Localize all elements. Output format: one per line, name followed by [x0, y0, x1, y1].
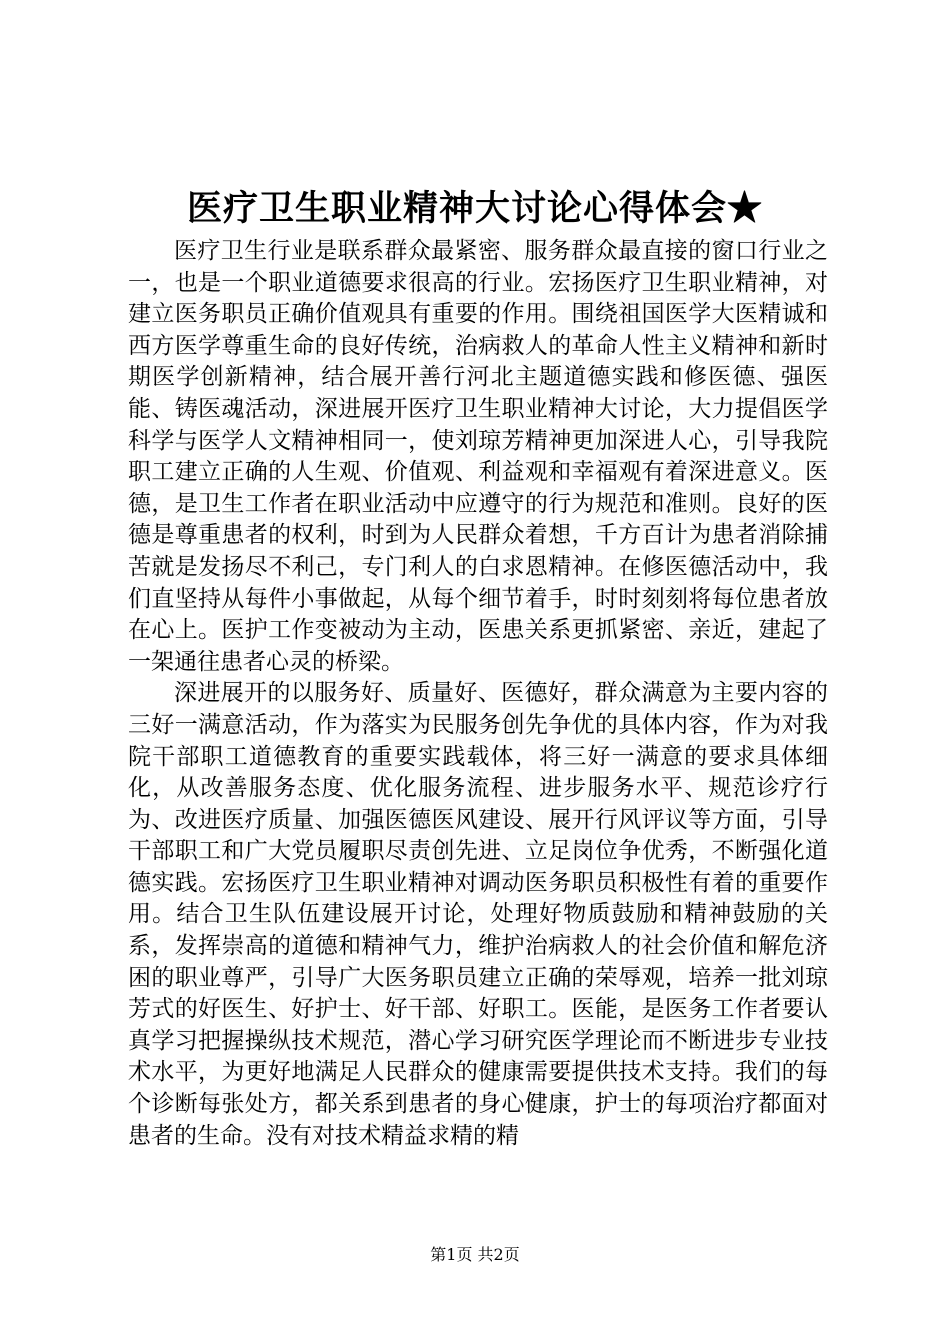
paragraph: 医疗卫生行业是联系群众最紧密、服务群众最直接的窗口行业之一，也是一个职业道德要求很高的行业。宏扬医疗卫生职业精神，对建立医务职员正确价值观具有重要的作用。围绕祖国医学大医精诚和西方医学尊重生命的良好传统，治病救人的革命人性主义精神和新时期医学创新精神，结合展开善行河北主题道德实践和修医德、强医能、铸医魂活动，深进展开医疗卫生职业精神大讨论，大力提倡医学科学与医学人文精神相同一，使刘琼芳精神更加深进人心，引导我院职工建立正确的人生观、价值观、利益观和幸福观有着深进意义。医德，是卫生工作者在职业活动中应遵守的行为规范和准则。良好的医德是尊重患者的权利，时到为人民群众着想，千方百计为患者消除捕苦就是发扬尽不利己，专门利人的白求恩精神。在修医德活动中，我们直坚持从每件小事做起，从每个细节着手，时时刻刻将每位患者放在心上。医护工作变被动为主动，医患关系更抓紧密、亲近，建起了一架通往患者心灵的桥梁。 — [128, 238, 828, 675]
paragraph: 深进展开的以服务好、质量好、医德好，群众满意为主要内容的三好一满意活动，作为落实为民服务创先争优的具体内容，作为对我院干部职工道德教育的重要实践载体，将三好一满意的要求具体细化，从改善服务态度、优化服务流程、进步服务水平、规范诊疗行为、改进医疗质量、加强医德医风建设、展开行风评议等方面，引导干部职工和广大党员履职尽责创先进、立足岗位争优秀，不断强化道德实践。宏扬医疗卫生职业精神对调动医务职员积极性有着的重要作用。结合卫生队伍建设展开讨论，处理好物质鼓励和精神鼓励的关系，发挥崇高的道德和精神气力，维护治病救人的社会价值和解危济困的职业尊严，引导广大医务职员建立正确的荣辱观，培养一批刘琼芳式的好医生、好护士、好干部、好职工。医能，是医务工作者要认真学习把握操纵技术规范，潜心学习研究医学理论而不断进步专业技术水平，为更好地满足人民群众的健康需要提供技术支持。我们的每个诊断每张处方，都关系到患者的身心健康，护士的每项治疗都面对患者的生命。没有对技术精益求精的精 — [128, 680, 828, 1149]
document-body — [128, 236, 828, 1152]
page-footer: 第1页 共2页 — [430, 1245, 520, 1264]
document-title: 医疗卫生职业精神大讨论心得体会★ — [186, 188, 763, 229]
